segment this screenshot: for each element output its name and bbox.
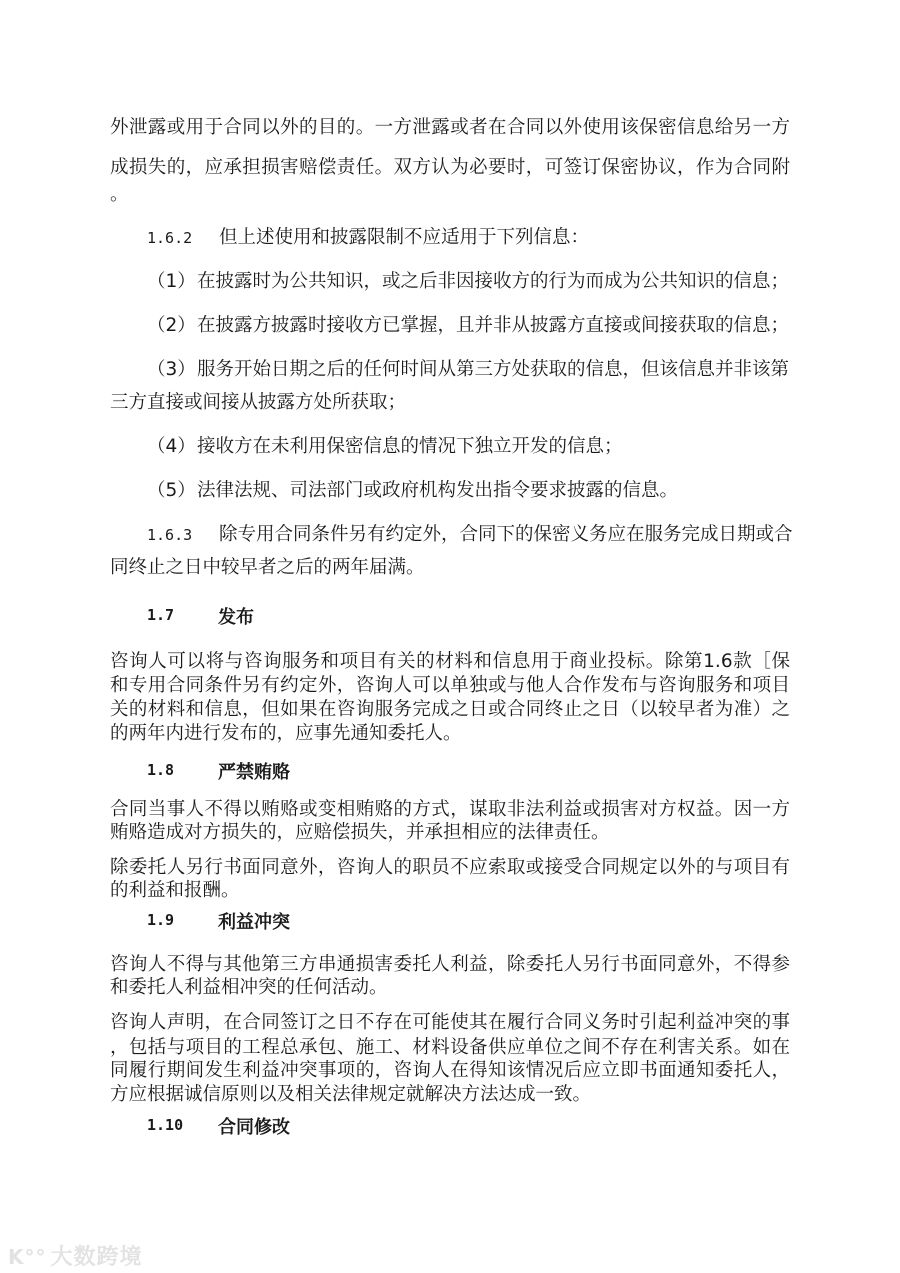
paragraph-line: 咨询人不得与其他第三方串通损害委托人利益，除委托人另行书面同意外，不得参: [110, 954, 790, 975]
list-item-text: 在披露方披露时接收方已掌握，且并非从披露方直接或间接获取的信息；: [197, 315, 790, 336]
clause-1-6-3: [147, 524, 793, 546]
section-title: 严禁贿赂: [218, 762, 290, 783]
list-item: [147, 315, 789, 337]
clause-1-6-2: [147, 227, 589, 249]
section-title: 利益冲突: [218, 912, 290, 933]
section-title: 发布: [218, 607, 254, 628]
watermark-logo-icon: K°°: [8, 1245, 47, 1269]
paragraph-line: 。: [110, 184, 129, 205]
clause-text: 但上述使用和披露限制不应适用于下列信息：: [219, 227, 590, 248]
list-item: [147, 359, 789, 381]
section-title: 合同修改: [218, 1117, 290, 1138]
list-item-label: （1）: [147, 271, 196, 292]
paragraph-line: 外泄露或用于合同以外的目的。一方泄露或者在合同以外使用该保密信息给另一方: [110, 117, 790, 138]
watermark: [8, 1240, 143, 1271]
paragraph-line: 的两年内进行发布的，应事先通知委托人。: [110, 723, 462, 744]
paragraph-line: 和专用合同条件另有约定外，咨询人可以单独或与他人合作发布与咨询服务和项目: [110, 675, 790, 696]
paragraph-line: 的利益和报酬。: [110, 880, 240, 901]
paragraph-line: 咨询人可以将与咨询服务和项目有关的材料和信息用于商业投标。除第1.6款［保: [110, 651, 790, 672]
paragraph-line: ，包括与项目的工程总承包、施工、材料设备供应单位之间不存在利害关系。如在: [110, 1037, 790, 1058]
list-item: [147, 436, 623, 458]
section-number: 1.9: [147, 911, 175, 929]
list-item-text: 在披露时为公共知识，或之后非因接收方的行为而成为公共知识的信息；: [197, 271, 790, 292]
paragraph-line: 方应根据诚信原则以及相关法律规定就解决方法达成一致。: [110, 1084, 592, 1105]
list-item-text: 接收方在未利用保密信息的情况下独立开发的信息；: [197, 436, 623, 457]
paragraph-line: 除委托人另行书面同意外，咨询人的职员不应索取或接受合同规定以外的与项目有: [110, 857, 790, 878]
list-item-continuation: 三方直接或间接从披露方处所获取；: [110, 392, 407, 413]
list-item-label: （3）: [147, 359, 196, 380]
list-item: [147, 271, 789, 293]
paragraph-line: 和委托人利益相冲突的任何活动。: [110, 977, 388, 998]
section-number: 1.7: [147, 606, 175, 624]
section-number: 1.8: [147, 761, 175, 779]
paragraph-line: 同履行期间发生利益冲突事项的，咨询人在得知该情况后应立即书面通知委托人，: [110, 1060, 790, 1081]
clause-text: 除专用合同条件另有约定外，合同下的保密义务应在服务完成日期或合: [219, 524, 793, 545]
section-number: 1.10: [147, 1116, 184, 1134]
list-item-label: （4）: [147, 436, 196, 457]
paragraph-line: 咨询人声明，在合同签订之日不存在可能使其在履行合同义务时引起利益冲突的事: [110, 1012, 790, 1033]
list-item-label: （2）: [147, 315, 196, 336]
list-item: [147, 480, 678, 502]
list-item-text: 服务开始日期之后的任何时间从第三方处获取的信息，但该信息并非该第: [197, 359, 790, 380]
list-item-text: 法律法规、司法部门或政府机构发出指令要求披露的信息。: [197, 480, 679, 501]
clause-number: 1.6.3: [147, 526, 193, 544]
paragraph-line: 关的材料和信息，但如果在咨询服务完成之日或合同终止之日（以较早者为准）之: [110, 699, 790, 720]
clause-continuation: 同终止之日中较早者之后的两年届满。: [110, 557, 425, 578]
paragraph-line: 成损失的，应承担损害赔偿责任。双方认为必要时，可签订保密协议，作为合同附: [110, 157, 790, 178]
clause-number: 1.6.2: [147, 229, 193, 247]
paragraph-line: 贿赂造成对方损失的，应赔偿损失，并承担相应的法律责任。: [110, 822, 610, 843]
paragraph-line: 合同当事人不得以贿赂或变相贿赂的方式，谋取非法利益或损害对方权益。因一方: [110, 799, 790, 820]
list-item-label: （5）: [147, 480, 196, 501]
watermark-text: 大数跨境: [50, 1245, 143, 1270]
